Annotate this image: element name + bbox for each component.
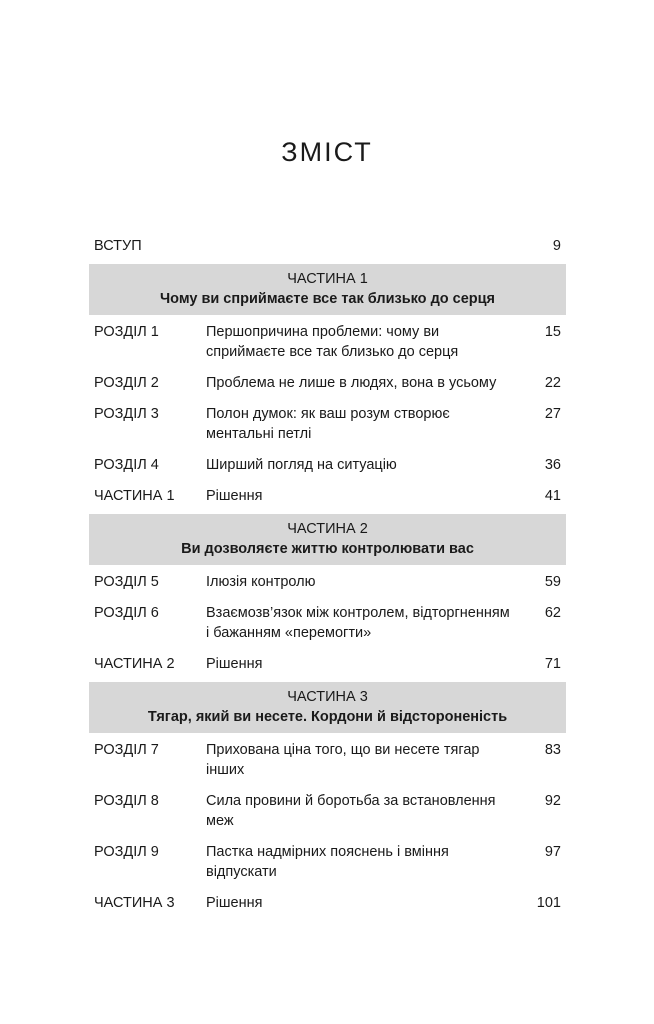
toc-entry[interactable] [89, 603, 566, 643]
toc-entry-title: Першопричина проблеми: чому ви сприймаєте все так близько до серця [206, 324, 459, 360]
toc-entry[interactable] [89, 455, 566, 475]
toc-entry-label: РОЗДІЛ 6 [94, 605, 159, 621]
toc-entry-label: ЧАСТИНА 2 [94, 656, 175, 672]
toc-entry[interactable] [89, 791, 566, 831]
part-header-3 [89, 682, 566, 733]
toc-entry[interactable] [89, 740, 566, 780]
toc-entry[interactable] [89, 842, 566, 882]
toc-entry-page: 22 [544, 375, 561, 391]
part-label: ЧАСТИНА 1 [287, 271, 368, 287]
toc-entry-title: Ширший погляд на ситуацію [206, 457, 397, 473]
toc-entry[interactable] [89, 893, 566, 913]
table-of-contents [89, 236, 566, 913]
toc-entry-title: Рішення [206, 895, 263, 911]
toc-entry-page: 41 [544, 488, 561, 504]
toc-entry-page: 27 [544, 406, 561, 422]
toc-entry[interactable] [89, 572, 566, 592]
part-title: Тягар, який ви несете. Кордони й відстороненість [147, 709, 508, 725]
part-label: ЧАСТИНА 2 [287, 521, 368, 537]
toc-entry-title: Ілюзія контролю [206, 574, 316, 590]
toc-entry-page: 71 [544, 656, 561, 672]
toc-entry-page: 36 [544, 457, 561, 473]
toc-entry[interactable] [89, 654, 566, 674]
toc-entry-title: Прихована ціна того, що ви несете тягар інших [206, 742, 480, 778]
toc-entry-page: 83 [544, 742, 561, 758]
toc-entry-label: ЧАСТИНА 1 [94, 488, 175, 504]
part-header-1 [89, 264, 566, 315]
toc-entry-label: РОЗДІЛ 3 [94, 406, 159, 422]
toc-entry-label: РОЗДІЛ 9 [94, 844, 159, 860]
toc-entry-label: РОЗДІЛ 5 [94, 574, 159, 590]
toc-entry-label: ЧАСТИНА 3 [94, 895, 175, 911]
toc-entry-page: 101 [536, 895, 561, 911]
toc-entry-label: РОЗДІЛ 7 [94, 742, 159, 758]
toc-entry-title: Взаємозв’язок між контролем, відторгненням і бажанням «перемогти» [206, 605, 510, 641]
toc-entry[interactable] [89, 486, 566, 506]
toc-entry-label: РОЗДІЛ 1 [94, 324, 159, 340]
toc-entry-title: Рішення [206, 656, 263, 672]
part-title: Чому ви сприймаєте все так близько до серця [159, 291, 496, 307]
toc-entry-page: 15 [544, 324, 561, 340]
toc-entry-label: ВСТУП [94, 238, 142, 254]
part-label: ЧАСТИНА 3 [287, 689, 368, 705]
toc-entry-page: 59 [544, 574, 561, 590]
toc-entry-title: Пастка надмірних пояснень і вміння відпускати [206, 844, 449, 880]
part-title: Ви дозволяєте життю контролювати вас [181, 541, 474, 557]
toc-entry[interactable] [89, 373, 566, 393]
toc-entry-title: Полон думок: як ваш розум створює ментальні петлі [206, 406, 450, 442]
toc-entry[interactable] [89, 322, 566, 362]
toc-entry-page: 92 [544, 793, 561, 809]
toc-entry-label: РОЗДІЛ 8 [94, 793, 159, 809]
toc-entry-intro[interactable] [89, 236, 566, 256]
page-title: ЗМІСТ [281, 137, 373, 167]
toc-entry-label: РОЗДІЛ 2 [94, 375, 159, 391]
toc-entry-title: Проблема не лише в людях, вона в усьому [206, 375, 497, 391]
toc-entry-title: Сила провини й боротьба за встановлення меж [206, 793, 496, 829]
toc-entry[interactable] [89, 404, 566, 444]
toc-entry-page: 97 [544, 844, 561, 860]
toc-entry-title: Рішення [206, 488, 263, 504]
toc-entry-label: РОЗДІЛ 4 [94, 457, 159, 473]
part-header-2 [89, 514, 566, 565]
toc-entry-page: 62 [544, 605, 561, 621]
toc-entry-page: 9 [552, 238, 561, 254]
